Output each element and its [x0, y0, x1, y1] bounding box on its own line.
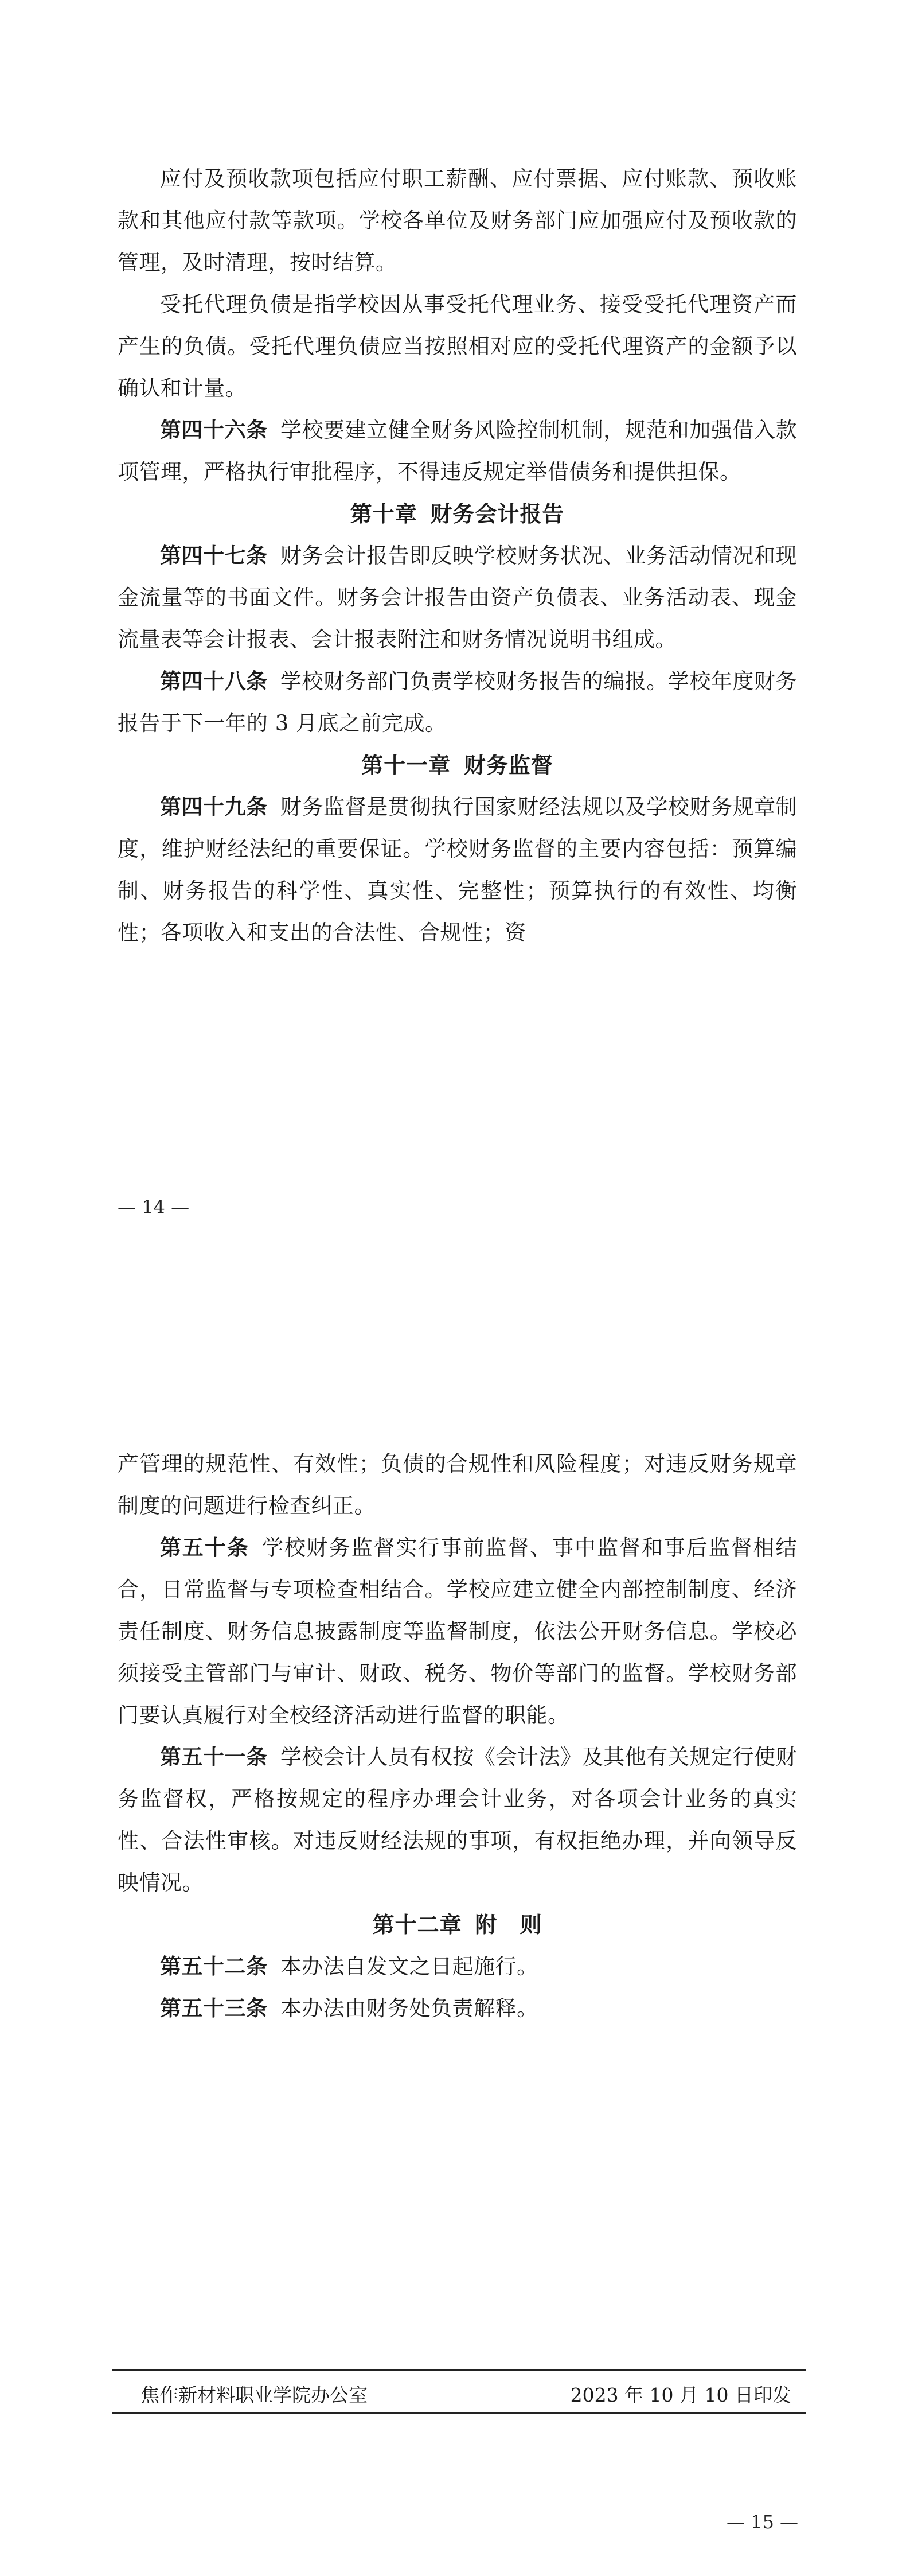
- chapter-11-name: 财务监督: [463, 752, 553, 778]
- article-49-label: 第四十九条: [160, 794, 268, 819]
- article-52-text: 本办法自发文之日起施行。: [280, 1954, 538, 1979]
- article-53-label: 第五十三条: [160, 1995, 268, 2021]
- chapter-10-heading: [118, 493, 797, 535]
- chapter-11-number: 第十一章: [361, 752, 451, 778]
- article-46: [118, 409, 797, 493]
- chapter-11-heading: [118, 744, 797, 786]
- article-47: [118, 535, 797, 660]
- article-51-label: 第五十一条: [160, 1744, 268, 1769]
- article-50: [118, 1527, 797, 1736]
- paragraph-custodial-liabilities: 受托代理负债是指学校因从事受托代理业务、接受受托代理资产而产生的负债。受托代理负债应当按照相对应的受托代理资产的金额予以确认和计量。: [118, 292, 797, 400]
- article-49-continuation: 产管理的规范性、有效性；负债的合规性和风险程度；对违反财务规章制度的问题进行检查纠正。: [118, 1452, 797, 1518]
- page-15: [0, 1288, 910, 2576]
- article-51-text: 学校会计人员有权按《会计法》及其他有关规定行使财务监督权，严格按规定的程序办理会计业务，对各项会计业务的真实性、合法性审核。对违反财经法规的事项，有权拒绝办理，并向领导反映情况。: [118, 1745, 797, 1895]
- article-52-label: 第五十二条: [160, 1954, 268, 1979]
- article-53-text: 本办法由财务处负责解释。: [280, 1996, 538, 2021]
- paragraph-payables: 应付及预收款项包括应付职工薪酬、应付票据、应付账款、预收账款和其他应付款等款项。学校各单位及财务部门应加强应付及预收款的管理，及时清理，按时结算。: [118, 166, 797, 275]
- page-14-body: [118, 158, 797, 954]
- article-49: [118, 786, 797, 954]
- article-51: [118, 1736, 797, 1904]
- article-48-text: 学校财务部门负责学校财务报告的编报。学校年度财务报告于下一年的 3 月底之前完成。: [118, 669, 797, 736]
- page-number-14: — 14 —: [118, 1196, 190, 1218]
- page-number-15: — 15 —: [726, 2511, 798, 2533]
- article-48-label: 第四十八条: [160, 668, 268, 694]
- chapter-10-number: 第十章: [350, 501, 417, 527]
- article-46-text: 学校要建立健全财务风险控制机制，规范和加强借入款项管理，严格执行审批程序，不得违反规定举借债务和提供担保。: [118, 418, 797, 484]
- article-53: [118, 1987, 797, 2029]
- article-50-text: 学校财务监督实行事前监督、事中监督和事后监督相结合，日常监督与专项检查相结合。学校应建立健全内部控制制度、经济责任制度、财务信息披露制度等监督制度，依法公开财务信息。学校必须接受主管部门与审计、财政、税务、物价等部门的监督。学校财务部门要认真履行对全校经济活动进行监督的职能。: [118, 1535, 797, 1727]
- article-47-text: 财务会计报告即反映学校财务状况、业务活动情况和现金流量等的书面文件。财务会计报告由资产负债表、业务活动表、现金流量表等会计报表、会计报表附注和财务情况说明书组成。: [118, 543, 797, 652]
- article-50-label: 第五十条: [160, 1535, 249, 1560]
- article-49-text: 财务监督是贯彻执行国家财经法规以及学校财务规章制度，维护财经法纪的重要保证。学校财务监督的主要内容包括：预算编制、财务报告的科学性、真实性、完整性；预算执行的有效性、均衡性；各项收入和支出的合法性、合规性；资: [118, 795, 797, 945]
- chapter-12-number: 第十二章: [372, 1912, 462, 1937]
- issue-date: 2023 年 10 月 10 日印发: [570, 2384, 791, 2406]
- article-52: [118, 1945, 797, 1987]
- issuance-footer: [112, 2369, 806, 2414]
- chapter-12-name: 附 则: [475, 1912, 542, 1937]
- article-47-label: 第四十七条: [160, 543, 268, 568]
- page-15-body: [118, 1443, 797, 2029]
- article-48: [118, 660, 797, 744]
- article-46-label: 第四十六条: [160, 417, 268, 442]
- chapter-10-name: 财务会计报告: [430, 501, 565, 527]
- chapter-12-heading: [118, 1904, 797, 1945]
- issuer-office: 焦作新材料职业学院办公室: [140, 2384, 368, 2406]
